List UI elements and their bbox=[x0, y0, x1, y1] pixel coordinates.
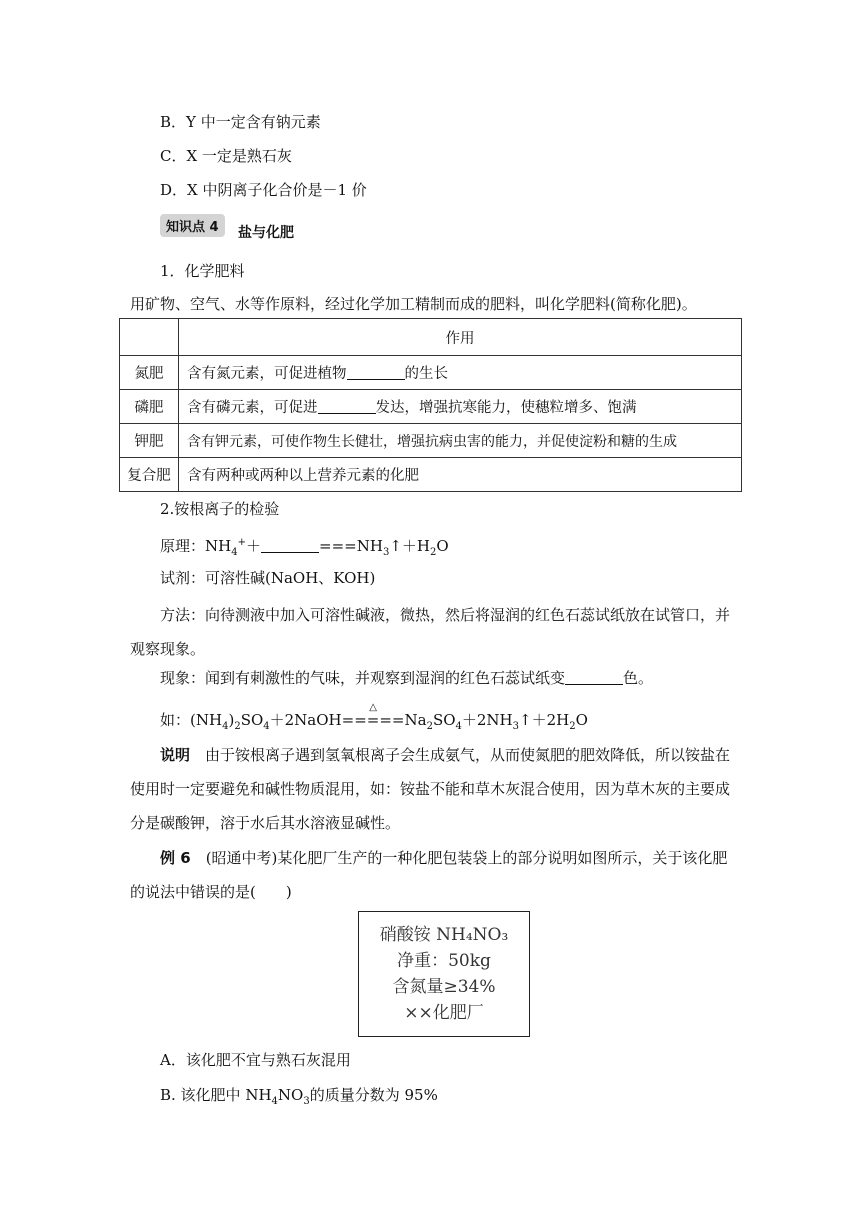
method-paragraph: 方法：向待测液中加入可溶性碱液，微热，然后将湿润的红色石蕊试纸放在试管口，并观察现象。 bbox=[130, 606, 731, 658]
fertilizer-package-image bbox=[358, 911, 530, 1037]
option-a: A．该化肥不宜与熟石灰混用 bbox=[160, 1051, 351, 1069]
answer-blank[interactable] bbox=[261, 538, 319, 553]
example6-question: 例 6 (昭通中考)某化肥厂生产的一种化肥包装袋上的部分说明如图所示，关于该化肥的说法中错误的是( ) bbox=[130, 849, 728, 901]
option-b: B. 该化肥中 $NH_4NO_3$的质量分数为 95% bbox=[160, 1086, 438, 1107]
fertilizer-name: 磷肥 bbox=[120, 390, 179, 424]
principle-line: 原理：$NH_4^++$ $===NH_3↑+H_2O$ bbox=[160, 537, 449, 558]
reagent-line: 试剂：可溶性碱(NaOH、KOH) bbox=[160, 569, 376, 587]
fertilizer-name: 氮肥 bbox=[120, 356, 179, 390]
note-paragraph: 说明 由于铵根离子遇到氢氧根离子会生成氨气，从而使氮肥的肥效降低，所以铵盐在使用时一定要避免和碱性物质混用，如：铵盐不能和草木灰混合使用，因为草木灰的主要成分是碳酸钾，溶于水后其水溶液显碱性。 bbox=[130, 746, 731, 832]
fertilizer-effect: 含有磷元素，可促进 发达，增强抗寒能力，使穗粒增多、饱满 bbox=[179, 390, 742, 424]
example-equation: 如：$(NH_4)_2SO_4+2NaOH$ △ $=====Na_2SO_4+2NH_3↑+2H_2O$ bbox=[160, 702, 588, 732]
section-title: 盐与化肥 bbox=[238, 225, 294, 241]
table-header-empty bbox=[120, 319, 179, 356]
fertilizer-name: 钾肥 bbox=[120, 424, 179, 458]
package-line3: 含氮量≥34% bbox=[392, 977, 496, 997]
fertilizer-name: 复合肥 bbox=[120, 458, 179, 492]
answer-blank[interactable] bbox=[318, 399, 376, 414]
answer-blank[interactable] bbox=[565, 670, 623, 685]
table-header-row bbox=[120, 319, 742, 356]
package-line1: 硝酸铵 NH₄NO₃ bbox=[379, 925, 509, 945]
fertilizer-effect: 含有钾元素，可使作物生长健壮，增强抗病虫害的能力，并促使淀粉和糖的生成 bbox=[179, 424, 742, 458]
fertilizer-effect: 含有氮元素，可促进植物 的生长 bbox=[179, 356, 742, 390]
package-line4: ××化肥厂 bbox=[404, 1003, 484, 1023]
table-row bbox=[120, 424, 742, 458]
option-c-prev: C．X 一定是熟石灰 bbox=[160, 147, 292, 165]
table-row bbox=[120, 356, 742, 390]
phenomenon-line: 现象：闻到有刺激性的气味，并观察到湿润的红色石蕊试纸变 色。 bbox=[160, 669, 654, 687]
section-badge: 知识点 4 bbox=[160, 214, 225, 237]
table-row bbox=[120, 390, 742, 424]
note-label: 说明 bbox=[160, 746, 191, 764]
answer-blank[interactable] bbox=[347, 365, 405, 380]
fertilizer-intro: 用矿物、空气、水等作原料，经过化学加工精制而成的肥料，叫化学肥料(简称化肥)。 bbox=[130, 295, 697, 313]
fertilizer-heading: 1．化学肥料 bbox=[160, 262, 245, 280]
option-d-prev: D．X 中阴离子化合价是－1 价 bbox=[160, 181, 367, 199]
table-header-effect: 作用 bbox=[179, 319, 742, 356]
fertilizer-table bbox=[119, 318, 742, 492]
table-row bbox=[120, 458, 742, 492]
ammonium-heading: 2.铵根离子的检验 bbox=[160, 500, 280, 518]
fertilizer-effect: 含有两种或两种以上营养元素的化肥 bbox=[179, 458, 742, 492]
option-b-prev: B．Y 中一定含有钠元素 bbox=[160, 113, 321, 131]
example6-label: 例 6 bbox=[160, 849, 191, 867]
package-line2: 净重：50kg bbox=[397, 951, 491, 971]
